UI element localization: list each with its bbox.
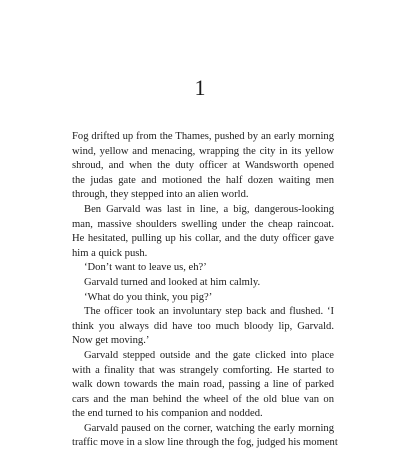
body-text bbox=[72, 130, 338, 451]
text-line: think you always did have too much bloody lip, Garvald. bbox=[72, 320, 334, 332]
text-line: He hesitated, pulling up his collar, and the duty officer gave bbox=[72, 233, 334, 245]
text-line: walk down towards the main road, passing a line of parked bbox=[72, 379, 334, 391]
text-line: with a finality that was strangely comforting. He started to bbox=[72, 364, 334, 376]
chapter-number: 1 bbox=[194, 75, 206, 100]
text-line: Garvald paused on the corner, watching the early morning bbox=[84, 422, 334, 434]
text-line: man, massive shoulders swelling under the cheap raincoat. bbox=[72, 218, 334, 230]
text-line: the judas gate and motioned the half dozen waiting men bbox=[72, 174, 334, 186]
text-line: ‘What do you think, you pig?’ bbox=[84, 291, 213, 303]
text-line: him a quick push. bbox=[72, 247, 148, 259]
text-line: Now get moving.’ bbox=[72, 335, 150, 347]
text-line: Garvald stepped outside and the gate clicked into place bbox=[84, 349, 334, 361]
text-line: shroud, and when the duty officer at Wandsworth opened bbox=[72, 160, 334, 172]
text-line: Fog drifted up from the Thames, pushed by an early morning bbox=[72, 131, 334, 142]
text-line: ‘Don’t want to leave us, eh?’ bbox=[84, 262, 207, 274]
text-line: the end turned to his companion and nodded. bbox=[72, 408, 263, 420]
text-line: Garvald turned and looked at him calmly. bbox=[84, 276, 261, 288]
text-line: cars and the man behind the wheel of the old blue van on bbox=[72, 393, 334, 405]
text-line: The officer took an involuntary step back and flushed. ‘I bbox=[84, 306, 334, 318]
text-line: traffic move in a slow line through the fog, judged his moment bbox=[72, 437, 338, 449]
text-line: through, they stepped into an alien world. bbox=[72, 189, 249, 201]
text-line: wind, yellow and menacing, wrapping the city in its yellow bbox=[72, 145, 334, 157]
text-line: Ben Garvald was last in line, a big, dangerous-looking bbox=[84, 203, 334, 215]
